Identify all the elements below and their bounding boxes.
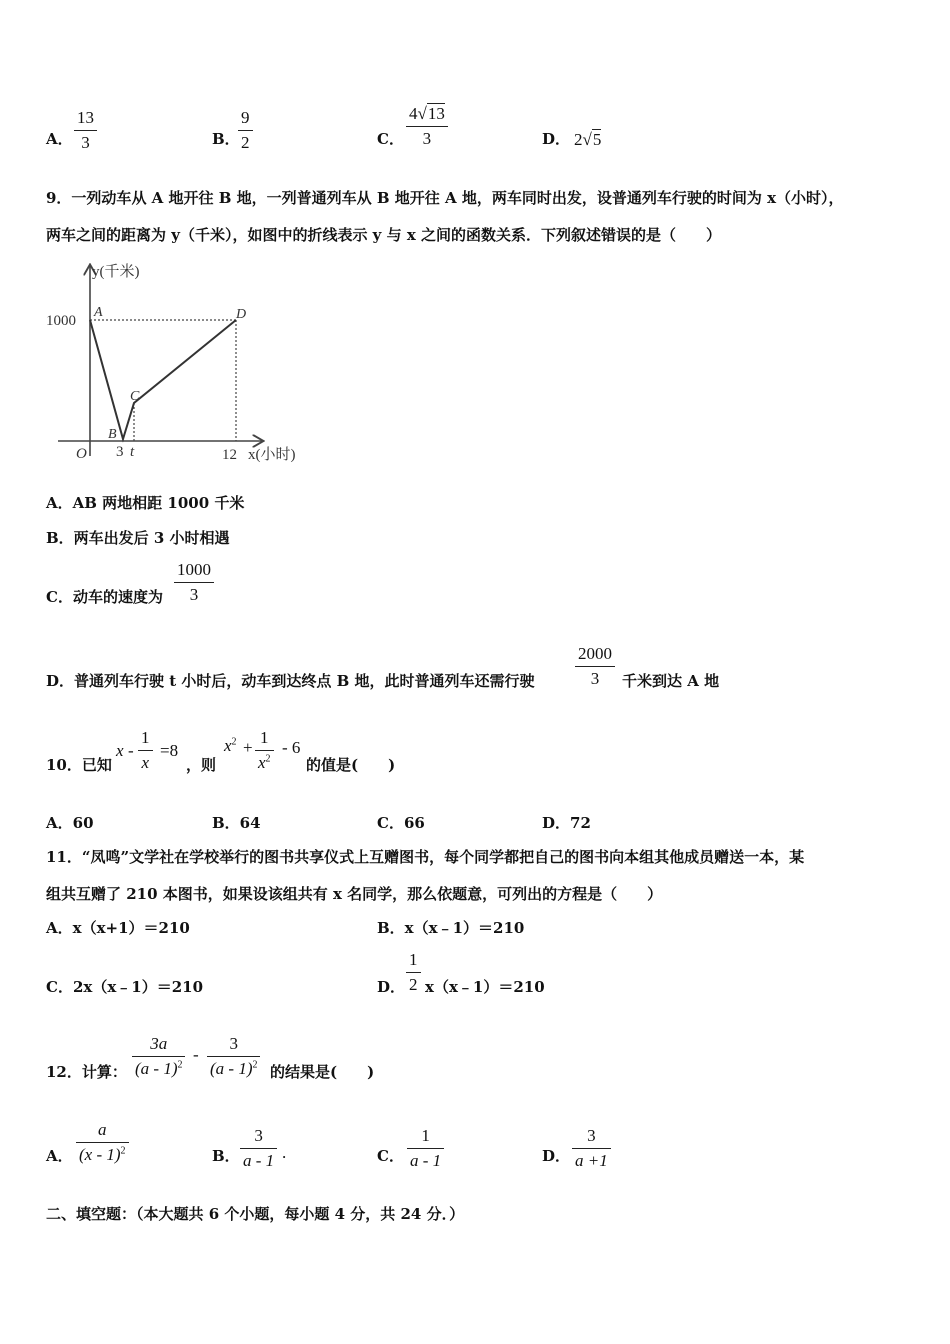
q11-option-d-label: D． — [377, 978, 406, 996]
q12-suffix: 的结果是( ) — [270, 1063, 375, 1081]
q11-stem-line2: 组共互赠了 210 本图书，如果设该组共有 x 名同学，那么依题意，可列出的方程是（ ） — [46, 885, 663, 903]
q10-minus: - — [128, 741, 134, 760]
x-axis-label: x(小时) — [248, 447, 296, 463]
q11-option-a: A．x（x+1）＝210 — [46, 919, 190, 937]
q10-option-c: C．66 — [377, 814, 425, 832]
q9-graph — [40, 258, 310, 468]
origin-label: O — [76, 446, 87, 462]
q9-option-c-text: C．动车的速度为 — [46, 588, 163, 606]
q11-option-b: B．x（x﹣1）＝210 — [377, 919, 525, 937]
q10-x: x — [116, 741, 124, 760]
q11-option-d-fraction: $\frac{1}{2}$ — [406, 950, 421, 995]
q12-option-d-label: D． — [542, 1147, 571, 1165]
x-tick-12: 12 — [222, 447, 237, 463]
q8-option-c-label: C． — [377, 130, 404, 148]
q8-option-b-label: B． — [212, 130, 240, 148]
function-polyline — [90, 320, 236, 439]
q12-minus: - — [193, 1045, 199, 1064]
q9-option-d-text: D．普通列车行驶 t 小时后，动车到达终点 B 地，此时普通列车还需行驶 — [46, 672, 535, 690]
q11-option-d-tail: x（x﹣1）＝210 — [425, 978, 545, 996]
q8-option-d-label: D． — [542, 130, 571, 148]
q12-option-a-fraction: $\frac{a}{(x - 1)^2}$ — [76, 1120, 129, 1165]
q12-fraction-2: $\frac{3}{(a - 1)^2}$ — [207, 1034, 260, 1079]
q10-fraction-1-over-x2: $\frac{1}{x^2}$ — [255, 728, 274, 773]
q10-option-b: B．64 — [212, 814, 261, 832]
q10-then: ，则 — [186, 756, 217, 774]
q10-suffix: 的值是( ) — [306, 756, 396, 774]
section-2-heading: 二、填空题：（本大题共 6 个小题，每小题 4 分，共 24 分．） — [46, 1205, 465, 1223]
x-tick-3: 3 — [116, 444, 124, 460]
q12-option-a-label: A． — [46, 1147, 73, 1165]
q12-prefix: 12．计算： — [46, 1063, 127, 1081]
q9-option-d-fraction: $\frac{2000}{3}$ — [575, 644, 615, 689]
q10-prefix: 10．已知 — [46, 756, 112, 774]
q12-option-b-dot: . — [282, 1143, 287, 1162]
q12-option-b-label: B． — [212, 1147, 240, 1165]
q8-option-c-fraction: $\frac{4√13}{3}$ — [406, 104, 448, 149]
q12-option-c-label: C． — [377, 1147, 404, 1165]
q10-eq8: =8 — [160, 741, 179, 760]
y-axis-label: y(千米) — [92, 264, 140, 280]
q9-option-c-fraction: $\frac{1000}{3}$ — [174, 560, 214, 605]
q12-option-d-fraction: $\frac{3}{a +1}$ — [572, 1126, 611, 1171]
q9-option-b: B．两车出发后 3 小时相遇 — [46, 529, 230, 547]
q10-x-squared: $x^2$ — [224, 736, 237, 755]
point-d-label: D — [236, 307, 247, 322]
q9-stem-line1: 9．一列动车从 A 地开往 B 地，一列普通列车从 B 地开往 A 地，两车同时出发，设普通列车行驶的时间为 x（小时）， — [46, 189, 844, 207]
q12-fraction-1: $\frac{3a}{(a - 1)^2}$ — [132, 1034, 185, 1079]
q10-fraction-1-over-x: $\frac{1}{x}$ — [138, 728, 153, 773]
q10-plus: + — [243, 738, 253, 757]
q11-option-c: C．2x（x﹣1）＝210 — [46, 978, 204, 996]
q10-option-d: D．72 — [542, 814, 591, 832]
q10-minus6: - 6 — [282, 738, 301, 757]
q8-option-b-fraction: $\frac{9}{2}$ — [238, 108, 253, 153]
y-tick-1000: 1000 — [46, 313, 76, 329]
q8-option-d-value: 2√5 — [574, 130, 602, 149]
q9-stem-line2: 两车之间的距离为 y（千米），如图中的折线表示 y 与 x 之间的函数关系．下列叙述错误的是（ ） — [46, 226, 721, 244]
point-a-label: A — [94, 305, 103, 320]
q8-option-a-label: A． — [46, 130, 73, 148]
point-c-label: C — [130, 389, 140, 404]
q11-stem-line1: 11．“凤鸣”文学社在学校举行的图书共享仪式上互赠图书，每个同学都把自己的图书向本组其他成员赠送一本，某 — [46, 848, 805, 866]
q9-option-d-tail: 千米到达 A 地 — [622, 672, 720, 690]
x-tick-t: t — [130, 444, 135, 460]
q8-option-a-fraction: $\frac{13}{3}$ — [74, 108, 97, 153]
q9-option-a: A．AB 两地相距 1000 千米 — [46, 494, 245, 512]
q10-option-a: A．60 — [46, 814, 94, 832]
q12-option-c-fraction: $\frac{1}{a - 1}$ — [407, 1126, 444, 1171]
q12-option-b-fraction: $\frac{3}{a - 1}$ — [240, 1126, 277, 1171]
point-b-label: B — [108, 427, 117, 442]
